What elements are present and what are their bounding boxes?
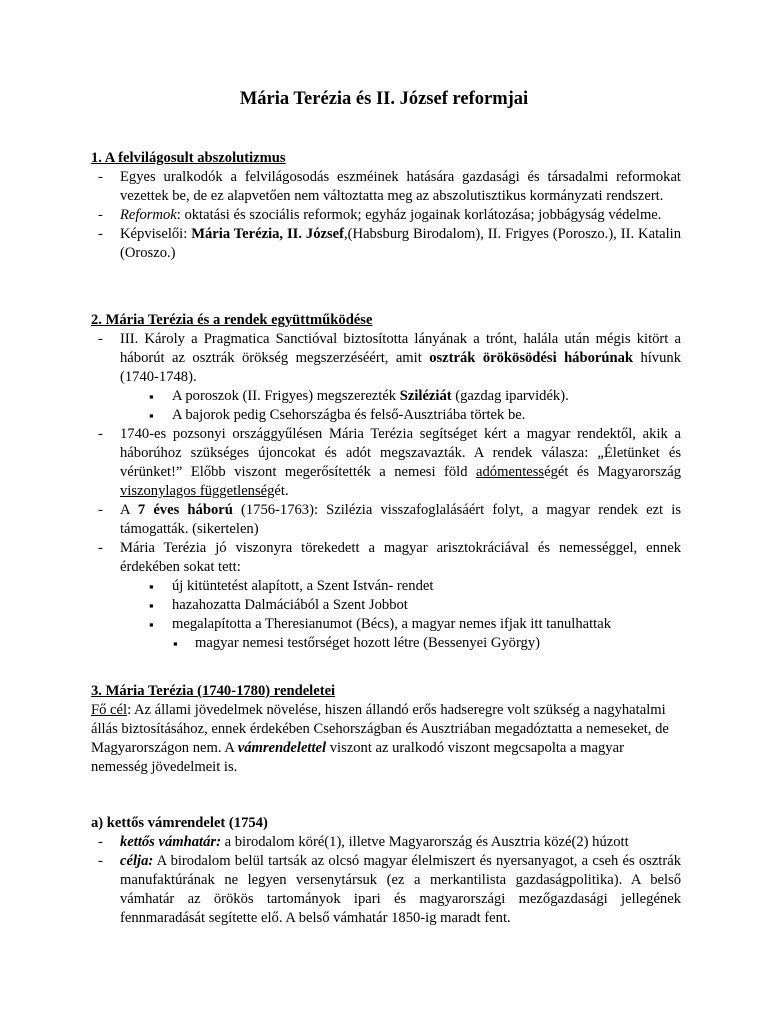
list-item: - kettős vámhatár: a birodalom köré(1), illetve Magyarország és Ausztria közé(2) húzott bbox=[91, 833, 681, 852]
section-heading: a) kettős vámrendelet (1754) bbox=[91, 815, 268, 831]
bullet-list bbox=[91, 168, 681, 263]
section-decrees bbox=[91, 682, 681, 777]
sub-sub-list-item: ▪ magyar nemesi testőrséget hozott létre (Bessenyei György) bbox=[91, 634, 681, 653]
section-customs-decree bbox=[91, 814, 681, 928]
sub-list-item: ▪ megalapította a Theresianumot (Bécs), a magyar nemes ifjak itt tanulhattak bbox=[91, 615, 681, 634]
section-enlightened-absolutism bbox=[91, 149, 681, 263]
page-title: Mária Terézia és II. József reformjai bbox=[239, 89, 529, 109]
paragraph: Fő cél: Az állami jövedelmek növelése, hiszen állandó erős hadseregre volt szükség a nagyhatalmi állás biztosításához, ennek érdekében Csehországban és Ausztriában megadóztatta a nemeseket, de Magyarországon nem. A vámrendelettel viszont az uralkodó viszont megcsapolta a magyar nemesség jövedelmeit is. bbox=[91, 702, 669, 775]
list-item: - A 7 éves háború (1756-1763): Szilézia visszafoglalásáért folyt, a magyar rendek ezt is támogatták. (sikertelen) bbox=[91, 501, 681, 539]
list-item: - 1740-es pozsonyi országgyűlésen Mária Terézia segítséget kért a magyar rendektől, akik a háborúhoz szükséges újoncokat és adót megszavazták. A rendek válasza: „Életünket és vérünket!” Előbb viszont megerősítették a nemesi föld adómentességét és Magyarország viszonylagos függetlenségét. bbox=[91, 425, 681, 501]
sub-list-item: ▪ A poroszok (II. Frigyes) megszerezték Sziléziát (gazdag iparvidék). bbox=[91, 387, 681, 406]
sub-list-item: ▪ hazahozatta Dalmáciából a Szent Jobbot bbox=[91, 596, 681, 615]
list-item: - Mária Terézia jó viszonyra törekedett a magyar arisztokráciával és nemességgel, ennek érdekében sokat tett: bbox=[91, 539, 681, 577]
list-item: - Egyes uralkodók a felvilágosodás eszméinek hatására gazdasági és társadalmi reformokat vezettek be, de ez alapvetően nem változtatta meg az abszolutisztikus kormányzati rendszert. bbox=[91, 168, 681, 206]
list-item: - III. Károly a Pragmatica Sanctióval biztosította lányának a trónt, halála után mégis kitört a háborút az osztrák örökség megszerzéséért, amit osztrák örökösödési háborúnak hívunk (1740-1748). bbox=[91, 330, 681, 387]
list-item: - célja: A birodalom belül tartsák az olcsó magyar élelmiszert és nyersanyagot, a cseh és osztrák manufaktúrának ne legyen versenytársuk (ez a merkantilista gazdaságpolitika). A belső vámhatár az örökös tartományok ipari és magyarországi mezőgazdasági jellegének fennmaradását segítette elő. A belső vámhatár 1850-ig maradt fent. bbox=[91, 852, 681, 928]
section-heading: 3. Mária Terézia (1740-1780) rendeletei bbox=[91, 683, 336, 699]
section-heading: 2. Mária Terézia és a rendek együttműködése bbox=[91, 312, 373, 328]
list-item: - Reformok: oktatási és szociális reformok; egyház jogainak korlátozása; jobbágyság védelme. bbox=[91, 206, 681, 225]
section-cooperation bbox=[91, 311, 681, 653]
sub-list-item: ▪ új kitüntetést alapított, a Szent István- rendet bbox=[91, 577, 681, 596]
section-heading: 1. A felvilágosult abszolutizmus bbox=[91, 150, 286, 166]
list-item: - Képviselői: Mária Terézia, II. József,(Habsburg Birodalom), II. Frigyes (Poroszo.), II. Katalin (Oroszo.) bbox=[91, 225, 681, 263]
bullet-list bbox=[91, 330, 681, 653]
bullet-list bbox=[91, 833, 681, 928]
sub-list-item: ▪ A bajorok pedig Csehországba és felső-Ausztriába törtek be. bbox=[91, 406, 681, 425]
